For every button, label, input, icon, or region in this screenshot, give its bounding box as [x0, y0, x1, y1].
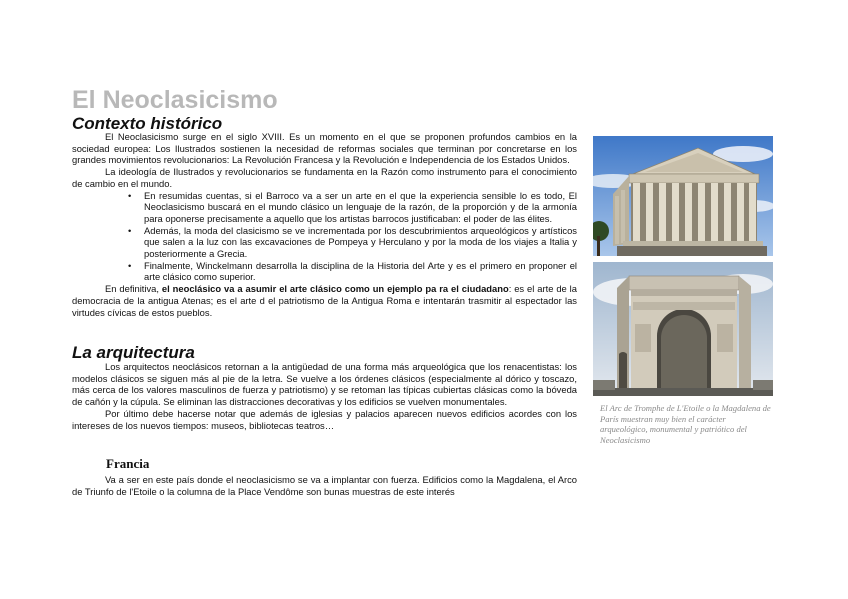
arquitectura-body [72, 361, 577, 431]
contexto-body [72, 131, 577, 318]
section-heading-francia: Francia [106, 456, 150, 471]
arc-de-triomphe-photo [593, 262, 773, 396]
list-item-text: En resumidas cuentas, si el Barroco va a ser un arte en el que la experiencia sensible lo es todo, El Neoclasicismo buscará en el mundo clásico un lenguaje de la razón, de la proporción y de la armonía para oponerse precisamente a aquello que los artistas barrocos justificaban: el poder de las élites. [144, 189, 577, 224]
paragraph: Va a ser en este país donde el neoclasicismo se va a implantar con fuerza. Edificios como la Magdalena, el Arco de Triunfo de l'Etoile o la columna de la Place Vendôme son bunas muestras de este interés [72, 474, 577, 497]
list-item-text: Finalmente, Winckelmann desarrolla la disciplina de la Historia del Arte y es el primero en proponer el arte clásico como superior. [144, 259, 577, 283]
madeleine-illustration [593, 136, 773, 256]
paragraph: El Neoclasicismo surge en el siglo XVIII. Es un momento en el que se proponen profundos cambios en la sociedad europea: Los Ilustrados sostienen la necesidad de reformas sociales que terminan por concretarse en los grandes movimientos revolucionarios: La Revolución Francesa y la Revolución e Independencia de los Estados Unidos. [72, 131, 577, 166]
madeleine-photo [593, 136, 773, 256]
bold-text-run: el neoclásico va a asumir el arte clásico como un ejemplo pa ra el ciudadano [161, 283, 509, 295]
paragraph [72, 283, 577, 318]
bullet-marker: • [128, 224, 132, 236]
section-heading-arquitectura: La arquitectura [72, 343, 195, 362]
list-item [128, 259, 577, 283]
list-item [128, 224, 577, 260]
list-item-text: Además, la moda del clasicismo se ve incrementada por los descubrimientos arqueológicos y artísticos que salen a la luz con las excavaciones de Pompeya y Herculano y por la moda de los viajes a Italia y posteriormente a Grecia. [144, 224, 577, 260]
section-heading-contexto: Contexto histórico [72, 114, 223, 133]
arc-de-triomphe-illustration [593, 262, 773, 396]
text-run: : es el arte de la democracia de la antigua Atenas; es el arte d el patriotismo de la Antigua Roma e intentarán trasmitir al espectador las virtudes cívicas de estos pueblos. [72, 283, 577, 318]
bullet-marker: • [128, 189, 132, 201]
francia-body [72, 474, 577, 497]
paragraph: Por último debe hacerse notar que además de iglesias y palacios aparecen nuevos edificios acordes con los intereses de los nuevos tiempos: museos, bibliotecas teatros… [72, 407, 577, 431]
paragraph: La ideología de Ilustrados y revolucionarios se fundamenta en la Razón como instrumento para el conocimiento de cambio en el mundo. [72, 166, 577, 189]
text-run: En definitiva, [105, 283, 162, 295]
bullet-marker: • [128, 259, 132, 271]
bullet-list [72, 190, 577, 284]
paragraph: Los arquitectos neoclásicos retornan a la antigüedad de una forma más arqueológica que los renacentistas: los modelos clásicos se siguen más al pie de la letra. Se vuelve a los órdenes clásicos (especialmente al dórico y toscazo, más cerca de los valores masculinos de fuerza y patriotismo) y se retoman las típicas cubiertas clásicas como la bóveda de cañón y la cúpula. Se eliminan las distracciones decorativas y los edificios se vuelven monumentales. [72, 361, 577, 408]
list-item [128, 189, 577, 225]
figure-caption: El Arc de Tromphe de L'Etoile o la Magdalena de París muestran muy bien el carácter arqueológico, monumental y patriótico del Neoclasicismo [600, 403, 771, 445]
page-title: El Neoclasicismo [72, 86, 278, 114]
